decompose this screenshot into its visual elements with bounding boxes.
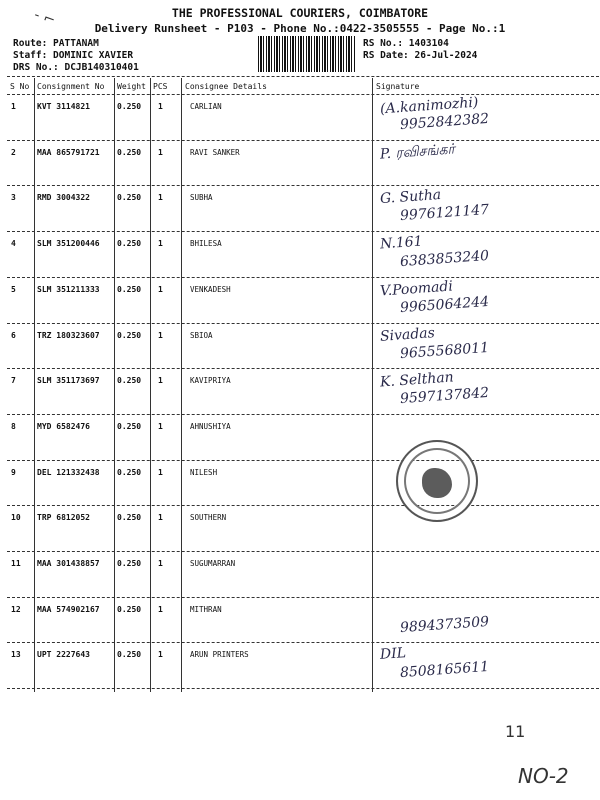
row-consignee: SBIOA [190, 330, 213, 340]
header-sno: S No [10, 82, 30, 91]
row-sno: 6 [11, 330, 16, 340]
table-top-border [7, 76, 599, 77]
row-weight: 0.250 [117, 467, 142, 477]
row-weight: 0.250 [117, 239, 142, 249]
row-consignment: MAA 301438857 [37, 559, 100, 568]
row-signature-phone: 9976121147 [399, 202, 490, 225]
row-signature: DIL [379, 645, 407, 664]
col-divider [114, 78, 115, 692]
rs-number: RS No.: 1403104 [363, 38, 449, 49]
row-weight: 0.250 [117, 650, 142, 660]
row-pcs: 1 [158, 421, 163, 431]
row-separator [7, 505, 599, 506]
row-consignment: TRZ 180323607 [37, 330, 100, 340]
row-consignee: CARLIAN [190, 102, 222, 111]
row-consignment: RMD 3004322 [37, 193, 90, 203]
row-signature: N.161 [379, 233, 424, 253]
row-consignment: SLM 351200446 [37, 239, 100, 249]
header-bottom-border [7, 94, 599, 95]
row-signature-phone: 9952842382 [399, 110, 490, 134]
row-sno: 10 [11, 513, 21, 523]
row-consignee: VENKADESH [190, 284, 231, 294]
row-consignment: TRP 6812052 [37, 513, 90, 523]
row-signature: K. Selthan [379, 369, 455, 391]
col-divider [34, 78, 35, 692]
row-sno: 5 [11, 284, 16, 294]
row-consignment: KVT 3114821 [37, 102, 90, 111]
row-weight: 0.250 [117, 330, 142, 340]
col-divider [372, 78, 373, 692]
row-consignee: NILESH [190, 467, 218, 477]
row-sno: 8 [11, 421, 16, 431]
header-signature: Signature [376, 82, 420, 91]
row-weight: 0.250 [117, 284, 142, 294]
row-sno: 1 [11, 102, 16, 111]
row-sno: 9 [11, 467, 16, 477]
row-weight: 0.250 [117, 604, 142, 614]
row-consignee: ARUN PRINTERS [190, 650, 249, 660]
row-sno: 7 [11, 376, 16, 386]
col-divider [181, 78, 182, 692]
header-pcs: PCS [153, 82, 168, 91]
row-consignee: MITHRAN [190, 604, 222, 614]
row-pcs: 1 [158, 102, 163, 111]
row-weight: 0.250 [117, 421, 142, 431]
staff-text: Staff: DOMINIC XAVIER [13, 50, 134, 61]
row-signature: G. Sutha [379, 187, 442, 208]
row-separator [7, 277, 599, 278]
row-sno: 3 [11, 193, 16, 203]
row-pcs: 1 [158, 559, 163, 568]
row-pcs: 1 [158, 193, 163, 203]
row-consignee: AHNUSHIYA [190, 421, 231, 431]
row-consignment: SLM 351211333 [37, 284, 100, 294]
row-separator [7, 551, 599, 552]
row-separator [7, 597, 599, 598]
row-separator [7, 414, 599, 415]
row-consignee: KAVIPRIYA [190, 376, 231, 386]
row-separator [7, 688, 599, 689]
runsheet-title: Delivery Runsheet - P103 - Phone No.:0422-3505555 - Page No.:1 [94, 22, 506, 35]
row-separator [7, 185, 599, 186]
row-signature-phone: 9655568011 [399, 339, 490, 362]
row-pcs: 1 [158, 330, 163, 340]
row-sno: 12 [11, 604, 21, 614]
delivery-stamp [396, 440, 478, 522]
header-consignee: Consignee Details [185, 82, 267, 91]
col-divider [150, 78, 151, 692]
row-consignee: BHILESA [190, 239, 222, 249]
row-sno: 2 [11, 147, 16, 157]
row-weight: 0.250 [117, 376, 142, 386]
row-weight: 0.250 [117, 513, 142, 523]
barcode [258, 36, 356, 72]
company-name: THE PROFESSIONAL COURIERS, COIMBATORE [171, 6, 429, 20]
footer-mark: 11 [505, 722, 526, 741]
row-consignment: UPT 2227643 [37, 650, 90, 660]
row-weight: 0.250 [117, 102, 142, 111]
row-signature-phone: 9965064244 [399, 293, 490, 316]
row-pcs: 1 [158, 147, 163, 157]
row-signature: (A.kanimozhi) [379, 94, 479, 118]
row-consignment: MAA 574902167 [37, 604, 100, 614]
row-pcs: 1 [158, 284, 163, 294]
footer-note: NO-2 [518, 764, 569, 788]
row-consignee: RAVI SANKER [190, 147, 240, 157]
row-pcs: 1 [158, 467, 163, 477]
row-separator [7, 140, 599, 141]
drs-number: DRS No.: DCJB140310401 [13, 62, 139, 73]
row-signature-phone: 9597137842 [399, 385, 490, 408]
row-signature: P. ரவிசங்கர் [379, 141, 456, 163]
row-pcs: 1 [158, 376, 163, 386]
row-signature: Sivadas [379, 324, 436, 345]
row-consignee: SUBHA [190, 193, 213, 203]
row-pcs: 1 [158, 513, 163, 523]
route-text: Route: PATTANAM [13, 38, 99, 49]
row-sno: 13 [11, 650, 21, 660]
header-weight: Weight [117, 82, 146, 91]
row-separator [7, 642, 599, 643]
row-consignment: SLM 351173697 [37, 376, 100, 386]
row-weight: 0.250 [117, 193, 142, 203]
row-pcs: 1 [158, 604, 163, 614]
row-consignment: MAA 865791721 [37, 147, 100, 157]
corner-mark: - ⌐ [31, 6, 58, 30]
row-separator [7, 231, 599, 232]
row-pcs: 1 [158, 239, 163, 249]
row-consignment: DEL 121332438 [37, 467, 100, 477]
row-signature: V.Poomadi [379, 278, 454, 300]
row-signature-phone: 6383853240 [399, 248, 490, 271]
row-signature-phone: 8508165611 [399, 659, 490, 682]
row-separator [7, 460, 599, 461]
row-consignee: SUGUMARRAN [190, 559, 236, 568]
row-weight: 0.250 [117, 147, 142, 157]
row-weight: 0.250 [117, 559, 142, 568]
header-consignment: Consignment No [37, 82, 105, 91]
row-pcs: 1 [158, 650, 163, 660]
row-sno: 11 [11, 559, 21, 568]
row-separator [7, 323, 599, 324]
row-sno: 4 [11, 239, 16, 249]
rs-date: RS Date: 26-Jul-2024 [363, 50, 478, 61]
row-separator [7, 368, 599, 369]
row-signature-phone: 9894373509 [399, 613, 490, 636]
row-consignee: SOUTHERN [190, 513, 227, 523]
row-consignment: MYD 6582476 [37, 421, 90, 431]
